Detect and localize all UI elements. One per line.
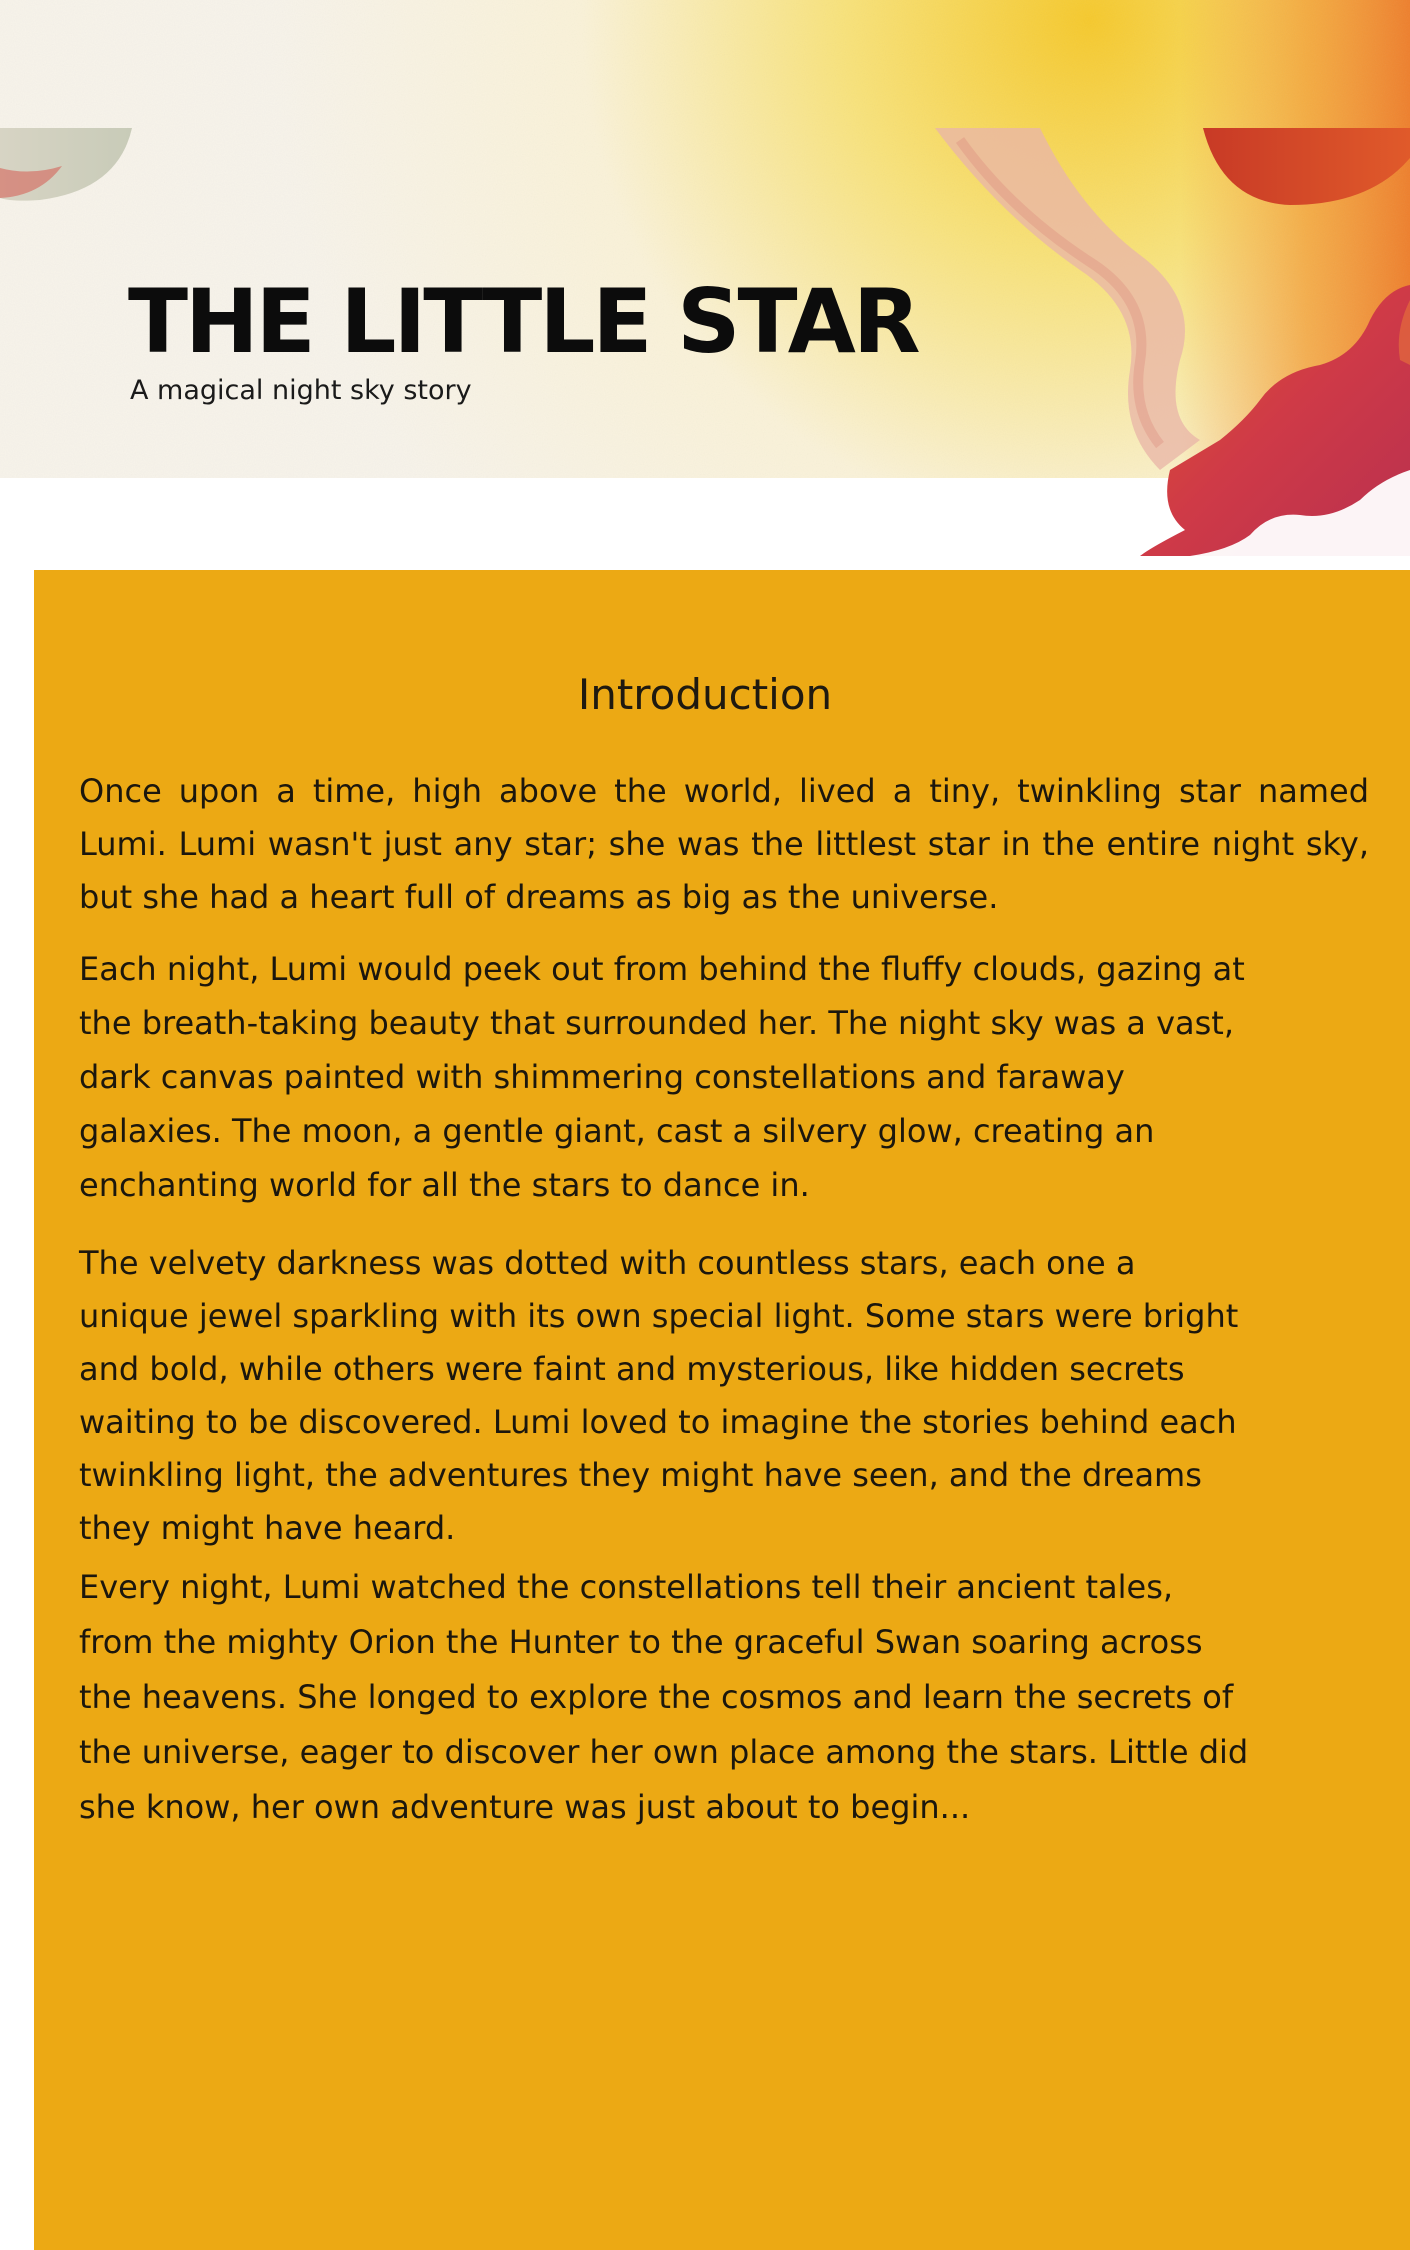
page-title: THE LITTLE STAR <box>128 270 918 373</box>
header-banner <box>0 0 1410 560</box>
story-paragraph-4: Every night, Lumi watched the constellations tell their ancient tales, from the mighty Orion the Hunter to the graceful Swan soaring across the heavens. She longed to explore the cosmos and learn the secrets of the universe, eager to discover her own place among the stars. Little did she know, her own adventure was just about to begin... <box>79 1568 1249 1826</box>
story-paragraph-2: Each night, Lumi would peek out from behind the fluffy clouds, gazing at the breath-taking beauty that surrounded her. The night sky was a vast, dark canvas painted with shimmering constellations and faraway galaxies. The moon, a gentle giant, cast a silvery glow, creating an enchanting world for all the stars to dance in. <box>79 950 1245 1204</box>
page-subtitle: A magical night sky story <box>130 375 472 406</box>
story-paragraph-1: Once upon a time, high above the world, lived a tiny, twinkling star named Lumi. Lumi wasn't just any star; she was the littlest star in the entire night sky, but she had a heart full of dreams as big as the universe. <box>79 772 1369 916</box>
section-heading: Introduction <box>577 670 833 719</box>
story-panel <box>34 570 1410 2250</box>
grain-texture <box>0 0 1410 478</box>
story-paragraph-3: The velvety darkness was dotted with countless stars, each one a unique jewel sparkling with its own special light. Some stars were bright and bold, while others were faint and mysterious, like hidden secrets waiting to be discovered. Lumi loved to imagine the stories behind each twinkling light, the adventures they might have seen, and the dreams they might have heard. <box>79 1244 1239 1547</box>
